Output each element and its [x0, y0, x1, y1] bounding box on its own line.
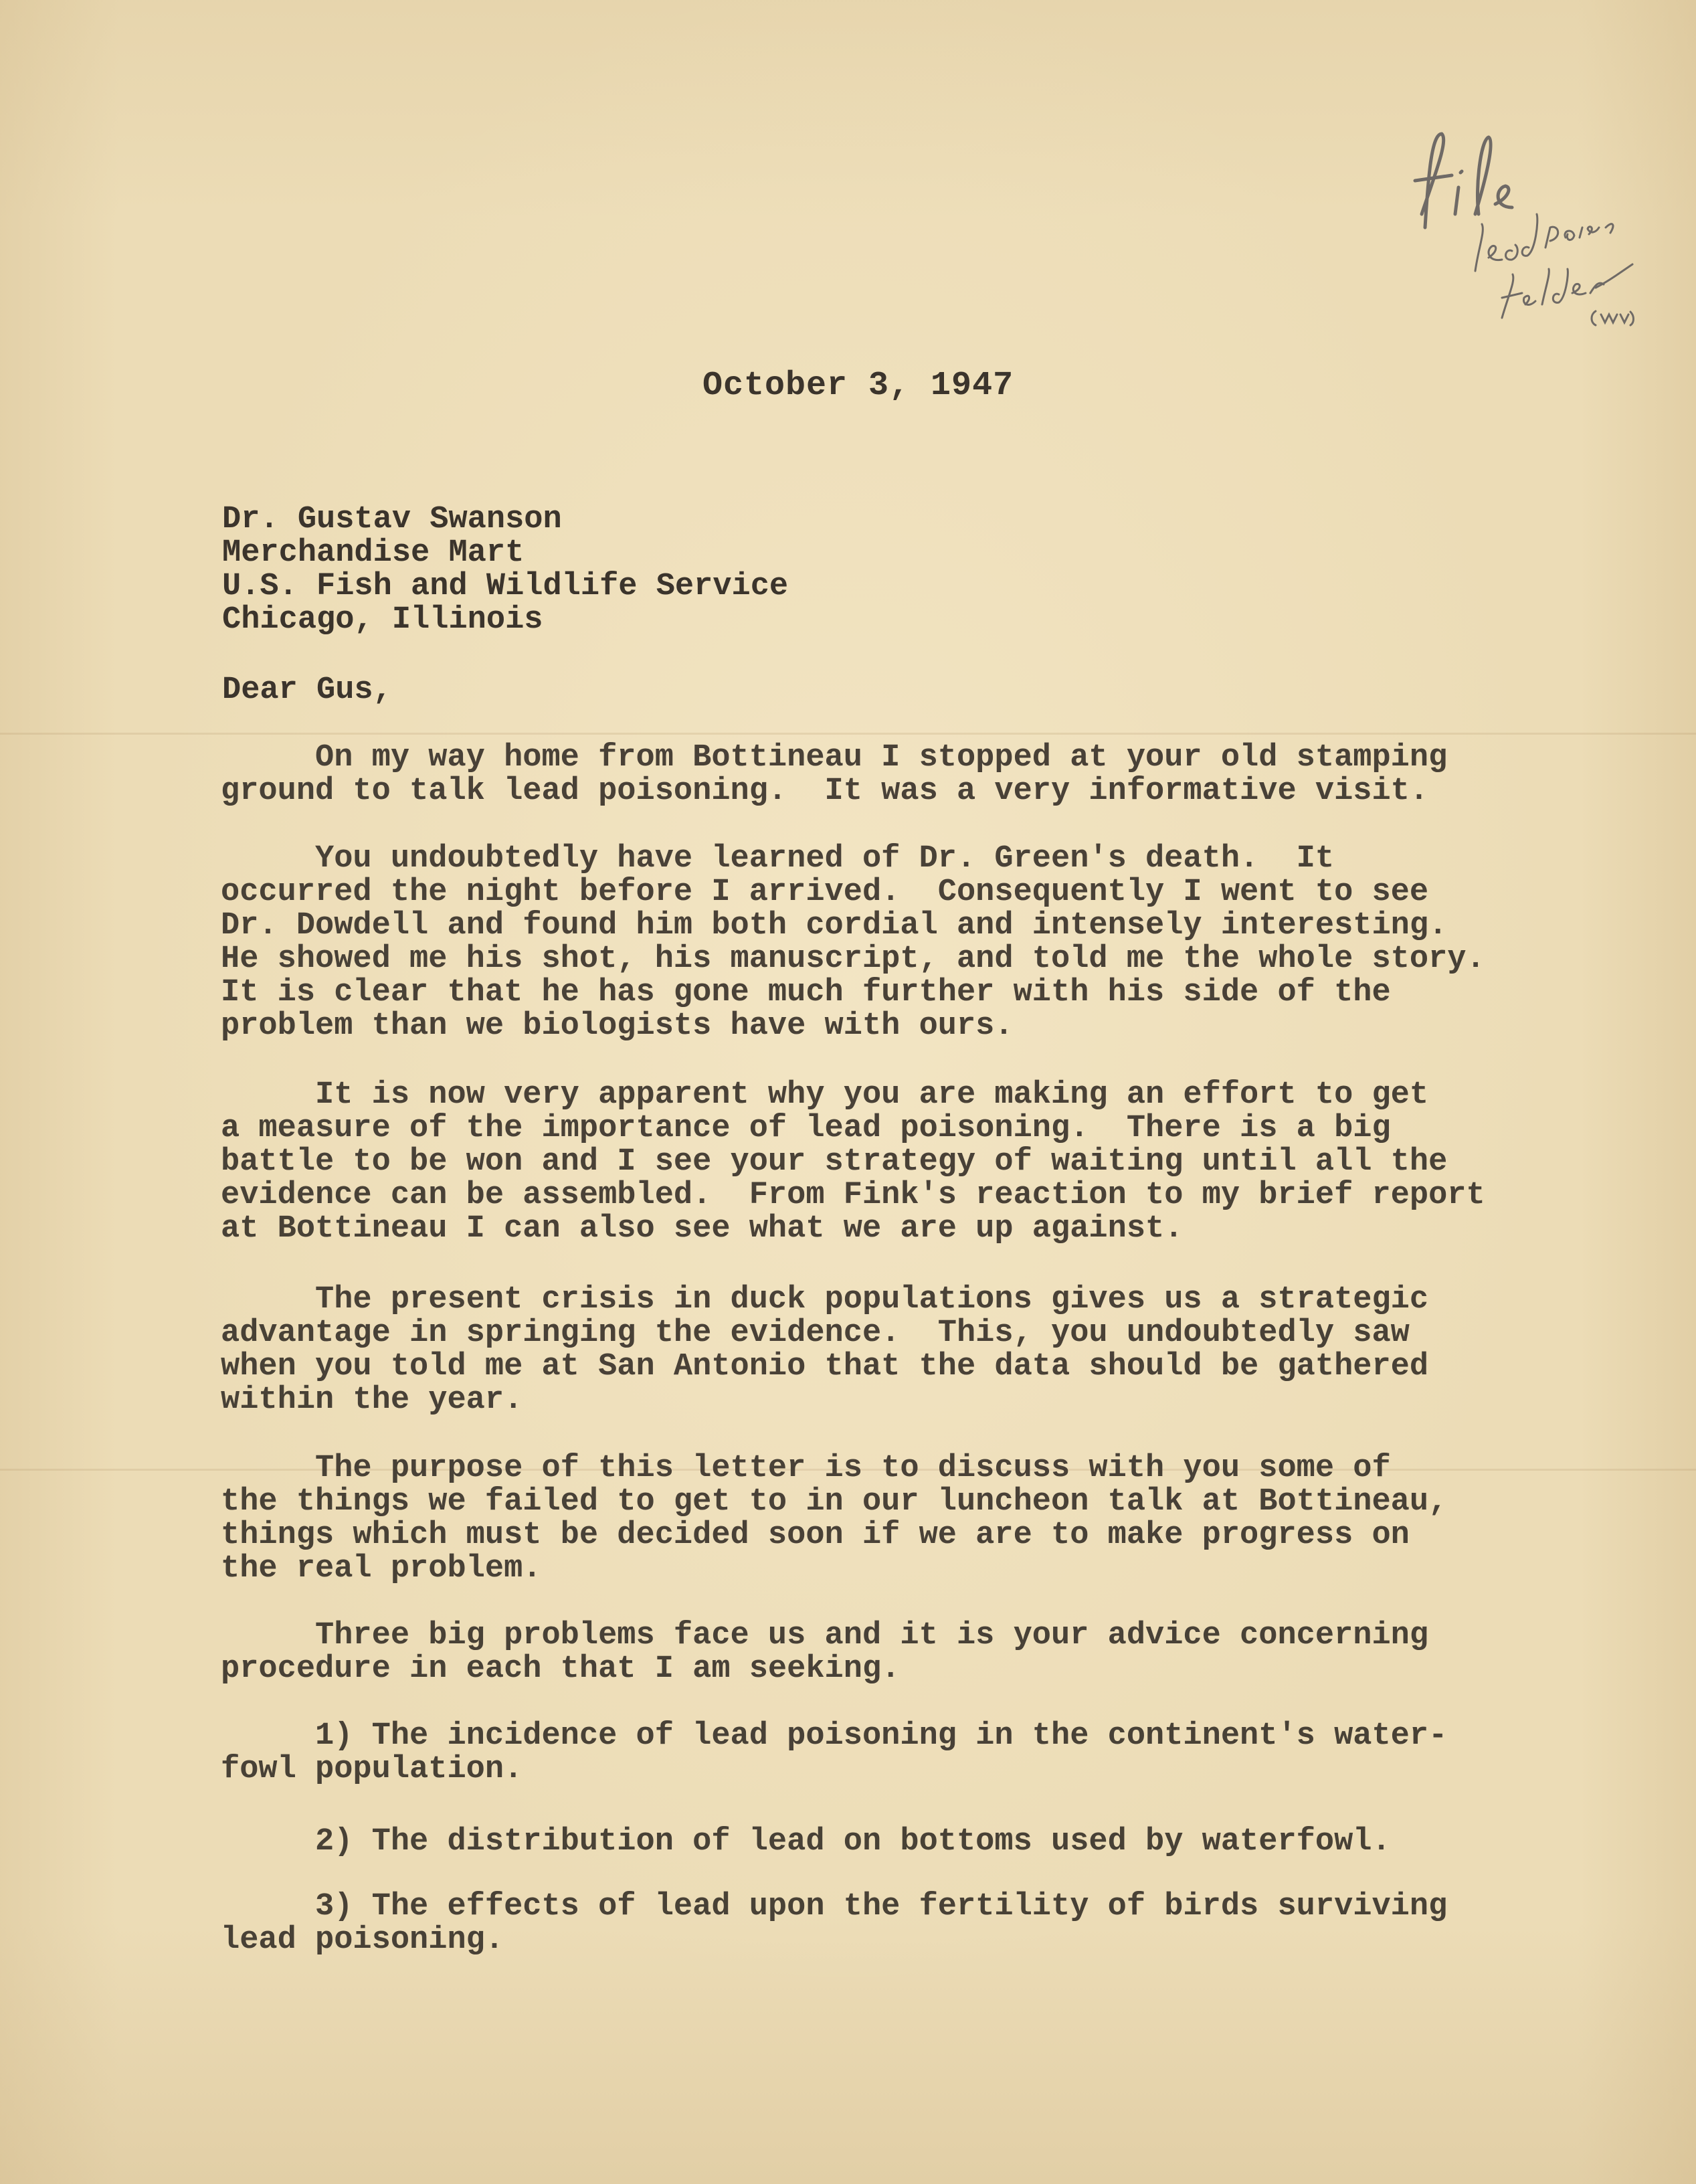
- body-line: The purpose of this letter is to discuss with you some of: [221, 1451, 1391, 1486]
- body-line: problem than we biologists have with ours.: [221, 1008, 1014, 1044]
- body-line: the real problem.: [221, 1551, 542, 1586]
- body-line: You undoubtedly have learned of Dr. Green's death. It: [221, 841, 1335, 877]
- problem-item-2: [221, 1825, 1599, 1859]
- body-line: 1) The incidence of lead poisoning in the continent's water-: [221, 1718, 1448, 1754]
- body-line: evidence can be assembled. From Fink's reaction to my brief report: [221, 1178, 1485, 1213]
- handwriting-drawing: [1395, 114, 1636, 328]
- body-line: It is now very apparent why you are making an effort to get: [221, 1077, 1429, 1113]
- recipient-name: Dr. Gustav Swanson: [222, 502, 562, 537]
- body-line: Three big problems face us and it is your advice concerning: [221, 1618, 1429, 1653]
- body-line: He showed me his shot, his manuscript, and told me the whole story.: [221, 941, 1485, 977]
- body-line: a measure of the importance of lead poisoning. There is a big: [221, 1111, 1391, 1146]
- body-paragraph: [221, 1452, 1599, 1586]
- body-line: things which must be decided soon if we are to make progress on: [221, 1518, 1410, 1553]
- body-line: 3) The effects of lead upon the fertility of birds surviving: [221, 1889, 1448, 1924]
- body-paragraph: [221, 1619, 1599, 1686]
- body-paragraph: [221, 741, 1599, 808]
- body-paragraph: [221, 842, 1599, 1043]
- recipient-building: Merchandise Mart: [222, 535, 525, 571]
- body-line: ground to talk lead poisoning. It was a very informative visit.: [221, 774, 1429, 809]
- body-line: On my way home from Bottineau I stopped at your old stamping: [221, 740, 1448, 776]
- handwritten-annotation: [1395, 114, 1636, 328]
- problem-item-3: [221, 1890, 1599, 1957]
- body-line: at Bottineau I can also see what we are up against.: [221, 1211, 1184, 1247]
- body-paragraph: [221, 1079, 1599, 1246]
- body-line: The present crisis in duck populations gives us a strategic: [221, 1282, 1429, 1317]
- body-line: the things we failed to get to in our luncheon talk at Bottineau,: [221, 1484, 1448, 1520]
- paper-fold-crease: [0, 733, 1696, 735]
- recipient-city: Chicago, Illinois: [222, 602, 543, 638]
- body-line: advantage in springing the evidence. This, you undoubtedly saw: [221, 1315, 1410, 1351]
- body-line: procedure in each that I am seeking.: [221, 1651, 901, 1687]
- body-line: occurred the night before I arrived. Consequently I went to see: [221, 875, 1429, 910]
- salutation: Dear Gus,: [222, 672, 392, 708]
- body-line: Dr. Dowdell and found him both cordial and intensely interesting.: [221, 908, 1448, 943]
- letter-date: October 3, 1947: [702, 367, 1014, 405]
- body-line: battle to be won and I see your strategy of waiting until all the: [221, 1144, 1448, 1180]
- recipient-address: [222, 503, 788, 637]
- recipient-organization: U.S. Fish and Wildlife Service: [222, 569, 789, 604]
- body-line: lead poisoning.: [221, 1922, 504, 1958]
- body-line: within the year.: [221, 1382, 523, 1418]
- body-paragraph: [221, 1283, 1599, 1417]
- body-line: 2) The distribution of lead on bottoms used by waterfowl.: [221, 1824, 1391, 1859]
- body-line: It is clear that he has gone much further with his side of the: [221, 975, 1391, 1010]
- body-line: fowl population.: [221, 1752, 523, 1787]
- problem-item-1: [221, 1720, 1599, 1787]
- body-line: when you told me at San Antonio that the data should be gathered: [221, 1349, 1429, 1384]
